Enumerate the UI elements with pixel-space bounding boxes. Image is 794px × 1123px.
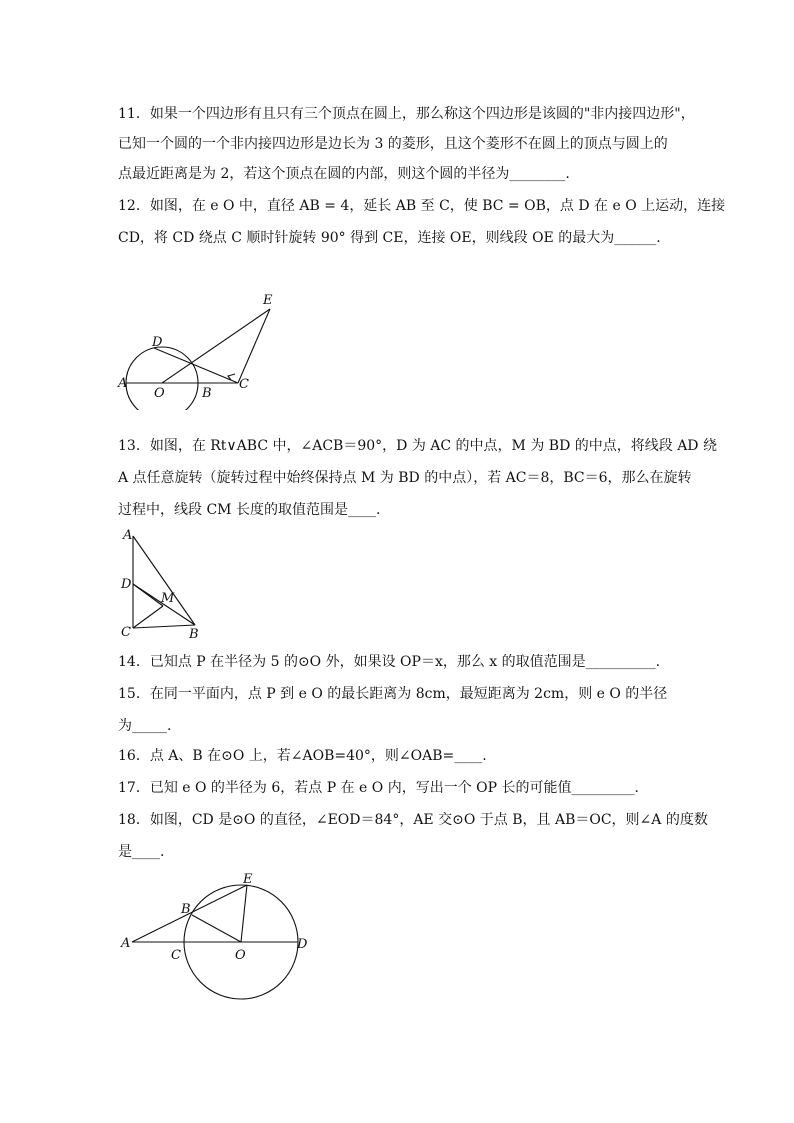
fig13-line-CM [133, 606, 163, 628]
q18-line1: 18．如图，CD 是⊙O 的直径，∠EOD＝84°，AE 交⊙O 于点 B，且 AB＝OC，则∠A 的度数 [118, 812, 708, 828]
q17-line: 17．已知 e O 的半径为 6，若点 P 在 e O 内，写出一个 OP 长的可能值_________. [118, 780, 639, 796]
fig13-label-C: C [121, 625, 131, 640]
fig18-label-E: E [243, 872, 253, 887]
q15-line1: 15．在同一平面内，点 P 到 e O 的最长距离为 8cm，最短距离为 2cm，则 e O 的半径 [118, 686, 668, 702]
fig12-label-A: A [118, 376, 128, 391]
fig18-line-OE [241, 885, 247, 942]
fig13-label-M: M [161, 591, 175, 606]
figure-13 [115, 526, 215, 644]
fig18-label-O: O [235, 948, 246, 963]
q13-line3: 过程中，线段 CM 长度的取值范围是____. [118, 502, 381, 518]
fig13-line-CB [133, 625, 195, 628]
q13-line2: A 点任意旋转（旋转过程中始终保持点 M 为 BD 的中点），若 AC＝8，BC＝6，那么在旋转 [118, 470, 692, 486]
fig18-label-A: A [121, 936, 131, 951]
fig18-label-D: D [297, 937, 308, 952]
fig12-label-E: E [263, 293, 273, 308]
q18-line2: 是____. [118, 844, 165, 860]
fig13-label-B: B [189, 627, 199, 642]
fig12-label-O: O [154, 386, 165, 401]
figure-18 [115, 870, 320, 1005]
fig13-label-D: D [121, 577, 132, 592]
fig13-line-AB [133, 536, 195, 625]
q11-line2: 已知一个圆的一个非内接四边形是边长为 3 的菱形，且这个菱形不在圆上的顶点与圆上的 [118, 136, 668, 152]
fig18-label-C: C [171, 948, 181, 963]
fig13-line-DM-up [133, 584, 163, 606]
fig12-label-C: C [239, 377, 249, 392]
q12-line1: 12．如图，在 e O 中，直径 AB = 4，延长 AB 至 C，使 BC = OB，点 D 在 e O 上运动，连接 [118, 198, 726, 214]
q13-line1: 13．如图，在 Rt∨ABC 中，∠ACB＝90°，D 为 AC 的中点，M 为 BD 的中点，将线段 AD 绕 [118, 438, 717, 454]
fig12-label-B: B [202, 386, 212, 401]
fig12-line-DC [154, 348, 238, 383]
fig18-line-OB [192, 915, 241, 942]
fig18-label-B: B [181, 902, 191, 917]
q12-line2: CD，将 CD 绕点 C 顺时针旋转 90° 得到 CE，连接 OE，则线段 OE 的最大为______. [118, 230, 661, 246]
q11-line3: 点最近距离是为 2，若这个顶点在圆的内部，则这个圆的半径为________. [118, 166, 570, 182]
q15-line2: 为_____. [118, 718, 172, 734]
fig13-label-A: A [123, 528, 133, 543]
q16-line: 16．点 A、B 在⊙O 上，若∠AOB=40°，则∠OAB=____. [118, 748, 487, 764]
q14-line: 14．已知点 P 在半径为 5 的⊙O 外，如果设 OP＝x，那么 x 的取值范围是__________. [118, 654, 661, 670]
figure-12 [112, 290, 292, 410]
fig12-label-D: D [152, 335, 163, 350]
q11-line1: 11．如果一个四边形有且只有三个顶点在圆上，那么称这个四边形是该圆的"非内接四边形"， [118, 106, 695, 122]
